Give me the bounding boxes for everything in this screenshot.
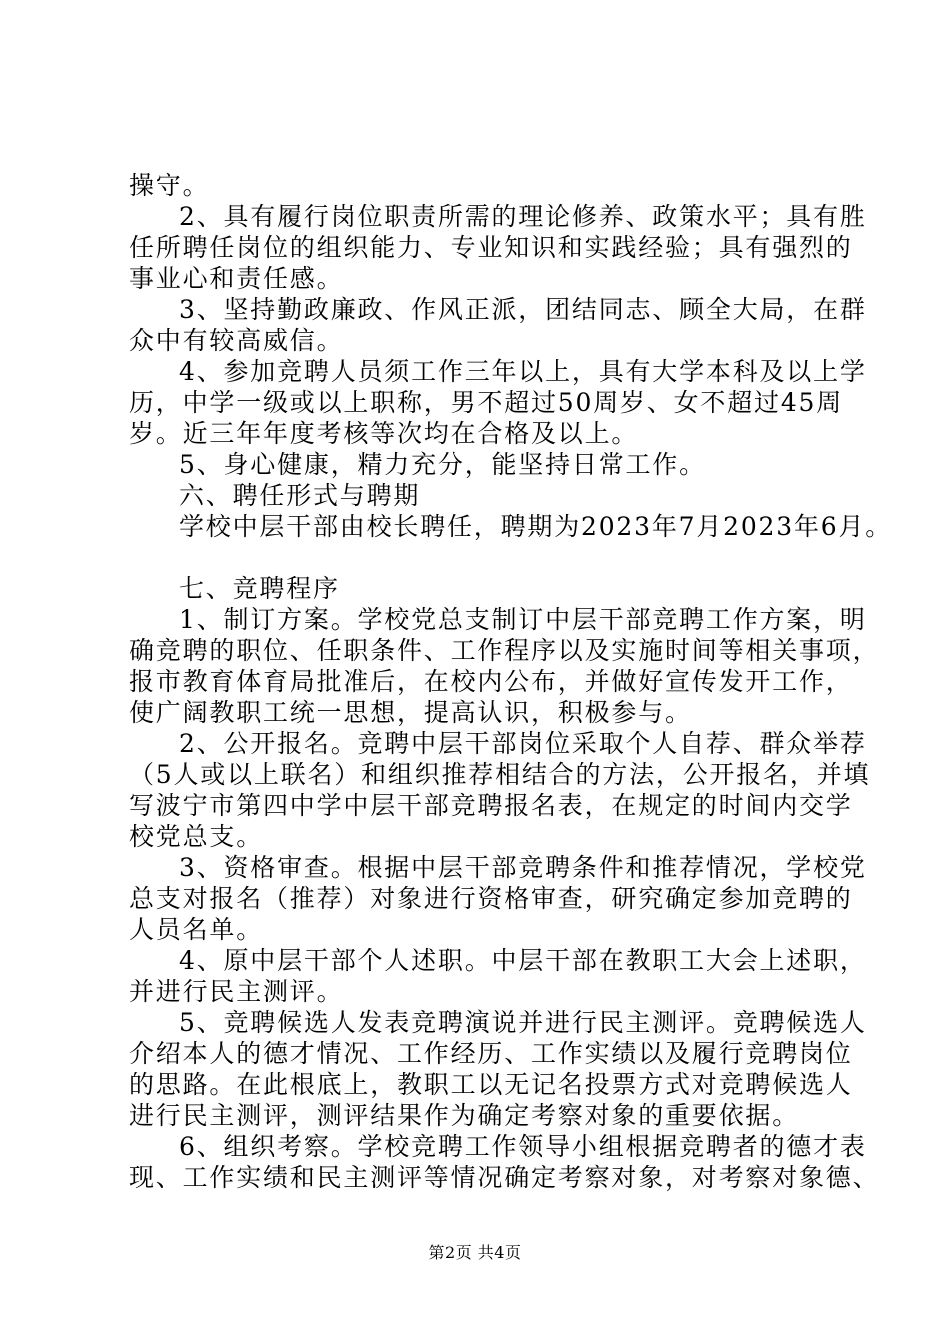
text-line: 岁。近三年年度考核等次均在合格及以上。 xyxy=(129,419,639,448)
text-line: 任所聘任岗位的组织能力、专业知识和实践经验；具有强烈的 xyxy=(129,233,853,262)
text-line: 确竞聘的职位、任职条件、工作程序以及实施时间等相关事项， xyxy=(129,636,880,665)
text-line: 进行民主测评，测评结果作为确定考察对象的重要依据。 xyxy=(129,1101,800,1130)
text-line: 总支对报名（推荐）对象进行资格审查，研究确定参加竞聘的 xyxy=(129,884,853,913)
blank-line xyxy=(129,542,837,573)
text-line: 学校中层干部由校长聘任，聘期为2023年7月2023年6月。 xyxy=(179,512,893,541)
document-body xyxy=(129,170,893,1193)
text-line: 介绍本人的德才情况、工作经历、工作实绩以及履行竞聘岗位 xyxy=(129,1039,853,1068)
text-line: 校党总支。 xyxy=(129,822,264,851)
text-line: 4、原中层干部个人述职。中层干部在教职工大会上述职， xyxy=(179,946,867,975)
text-line: 众中有较高威信。 xyxy=(129,326,344,355)
text-line: 6、组织考察。学校竞聘工作领导小组根据竞聘者的德才表 xyxy=(179,1132,867,1161)
text-line: 事业心和责任感。 xyxy=(129,264,344,293)
text-line: （5人或以上联名）和组织推荐相结合的方法，公开报名，并填 xyxy=(129,760,871,789)
text-line: 4、参加竞聘人员须工作三年以上，具有大学本科及以上学 xyxy=(179,357,867,386)
text-line: 写波宁市第四中学中层干部竞聘报名表，在规定的时间内交学 xyxy=(129,791,853,820)
text-line: 人员名单。 xyxy=(129,915,264,944)
section-heading: 七、竞聘程序 xyxy=(179,574,340,603)
text-line: 并进行民主测评。 xyxy=(129,977,344,1006)
text-line: 5、身心健康，精力充分，能坚持日常工作。 xyxy=(179,450,706,479)
section-heading: 六、聘任形式与聘期 xyxy=(179,481,421,510)
text-line: 报市教育体育局批准后，在校内公布，并做好宣传发开工作， xyxy=(129,667,853,696)
page-number-footer: 第2页 共4页 xyxy=(428,1243,522,1262)
text-line: 3、资格审查。根据中层干部竞聘条件和推荐情况，学校党 xyxy=(179,853,867,882)
text-line: 2、具有履行岗位职责所需的理论修养、政策水平；具有胜 xyxy=(179,202,867,231)
text-line: 5、竞聘候选人发表竞聘演说并进行民主测评。竞聘候选人 xyxy=(179,1008,867,1037)
text-line: 1、制订方案。学校党总支制订中层干部竞聘工作方案，明 xyxy=(179,605,867,634)
text-line: 现、工作实绩和民主测评等情况确定考察对象，对考察对象德、 xyxy=(129,1163,880,1192)
text-line: 历，中学一级或以上职称，男不超过50周岁、女不超过45周 xyxy=(129,388,844,417)
text-line: 使广阔教职工统一思想，提高认识，积极参与。 xyxy=(129,698,692,727)
text-line: 3、坚持勤政廉政、作风正派，团结同志、顾全大局，在群 xyxy=(179,295,867,324)
text-line: 2、公开报名。竞聘中层干部岗位采取个人自荐、群众举荐 xyxy=(179,729,867,758)
text-line: 操守。 xyxy=(129,171,210,200)
text-line: 的思路。在此根底上，教职工以无记名投票方式对竞聘候选人 xyxy=(129,1070,853,1099)
